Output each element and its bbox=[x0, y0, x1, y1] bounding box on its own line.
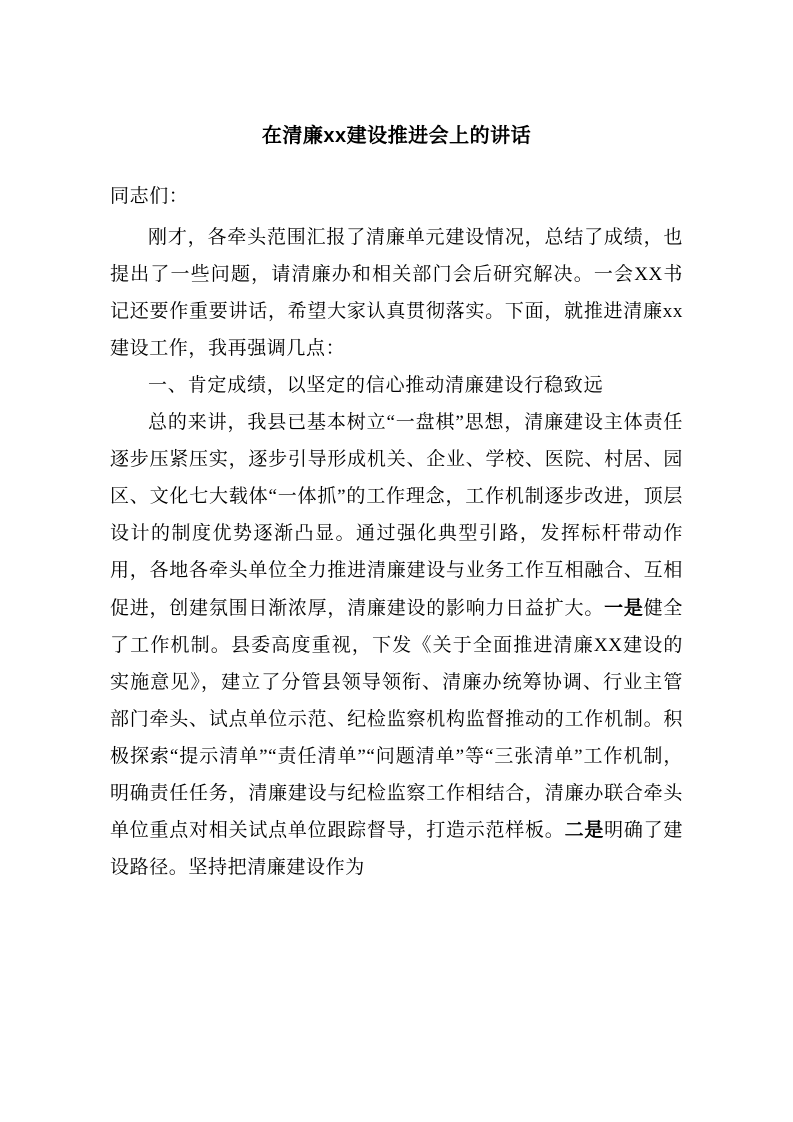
text-run: 总的来讲，我县已基本树立“一盘棋”思想，清廉建设主体责任逐步压紧压实，逐步引导形成机关、企业、学校、医院、村居、园区、文化七大载体“一体抓”的工作理念，工作机制逐步改进，顶层设计的制度优势逐渐凸显。通过强化典型引路，发挥标杆带动作用，各地各牵头单位全力推进清廉建设与业务工作互相融合、互相促进，创建氛围日渐浓厚，清廉建设的影响力日益扩大。 bbox=[110, 412, 683, 619]
body-paragraph bbox=[110, 404, 683, 886]
salutation: 同志们： bbox=[110, 186, 189, 207]
section-heading bbox=[110, 367, 683, 404]
text-run: 一、肯定成绩，以坚定的信心推动清廉建设行稳致远 bbox=[148, 375, 604, 397]
body-paragraph bbox=[110, 219, 683, 367]
text-run: 健全了工作机制。县委高度重视，下发《关于全面推进清廉XX建设的实施意见》，建立了分管县领导领衔、清廉办统筹协调、行业主管部门牵头、试点单位示范、纪检监察机构监督推动的工作机制。积极探索“提示清单”“责任清单”“问题清单”等“三张清单”工作机制，明确责任任务，清廉建设与纪检监察工作相结合，清廉办联合牵头单位重点对相关试点单位跟踪督导，打造示范样板。 bbox=[110, 597, 683, 841]
emphasis-run: 一是 bbox=[604, 597, 644, 619]
document-body bbox=[110, 219, 683, 886]
text-run: 明确了建设路径。坚持把清廉建设作为 bbox=[110, 819, 683, 878]
page-title: 在清廉xx建设推进会上的讲话 bbox=[261, 125, 532, 147]
emphasis-run: 二是 bbox=[564, 819, 605, 841]
text-run: 刚才，各牵头范围汇报了清廉单元建设情况，总结了成绩，也提出了一些问题，请清廉办和相关部门会后研究解决。一会XX书记还要作重要讲话，希望大家认真贯彻落实。下面，就推进清廉xx建设工作，我再强调几点： bbox=[110, 227, 683, 360]
